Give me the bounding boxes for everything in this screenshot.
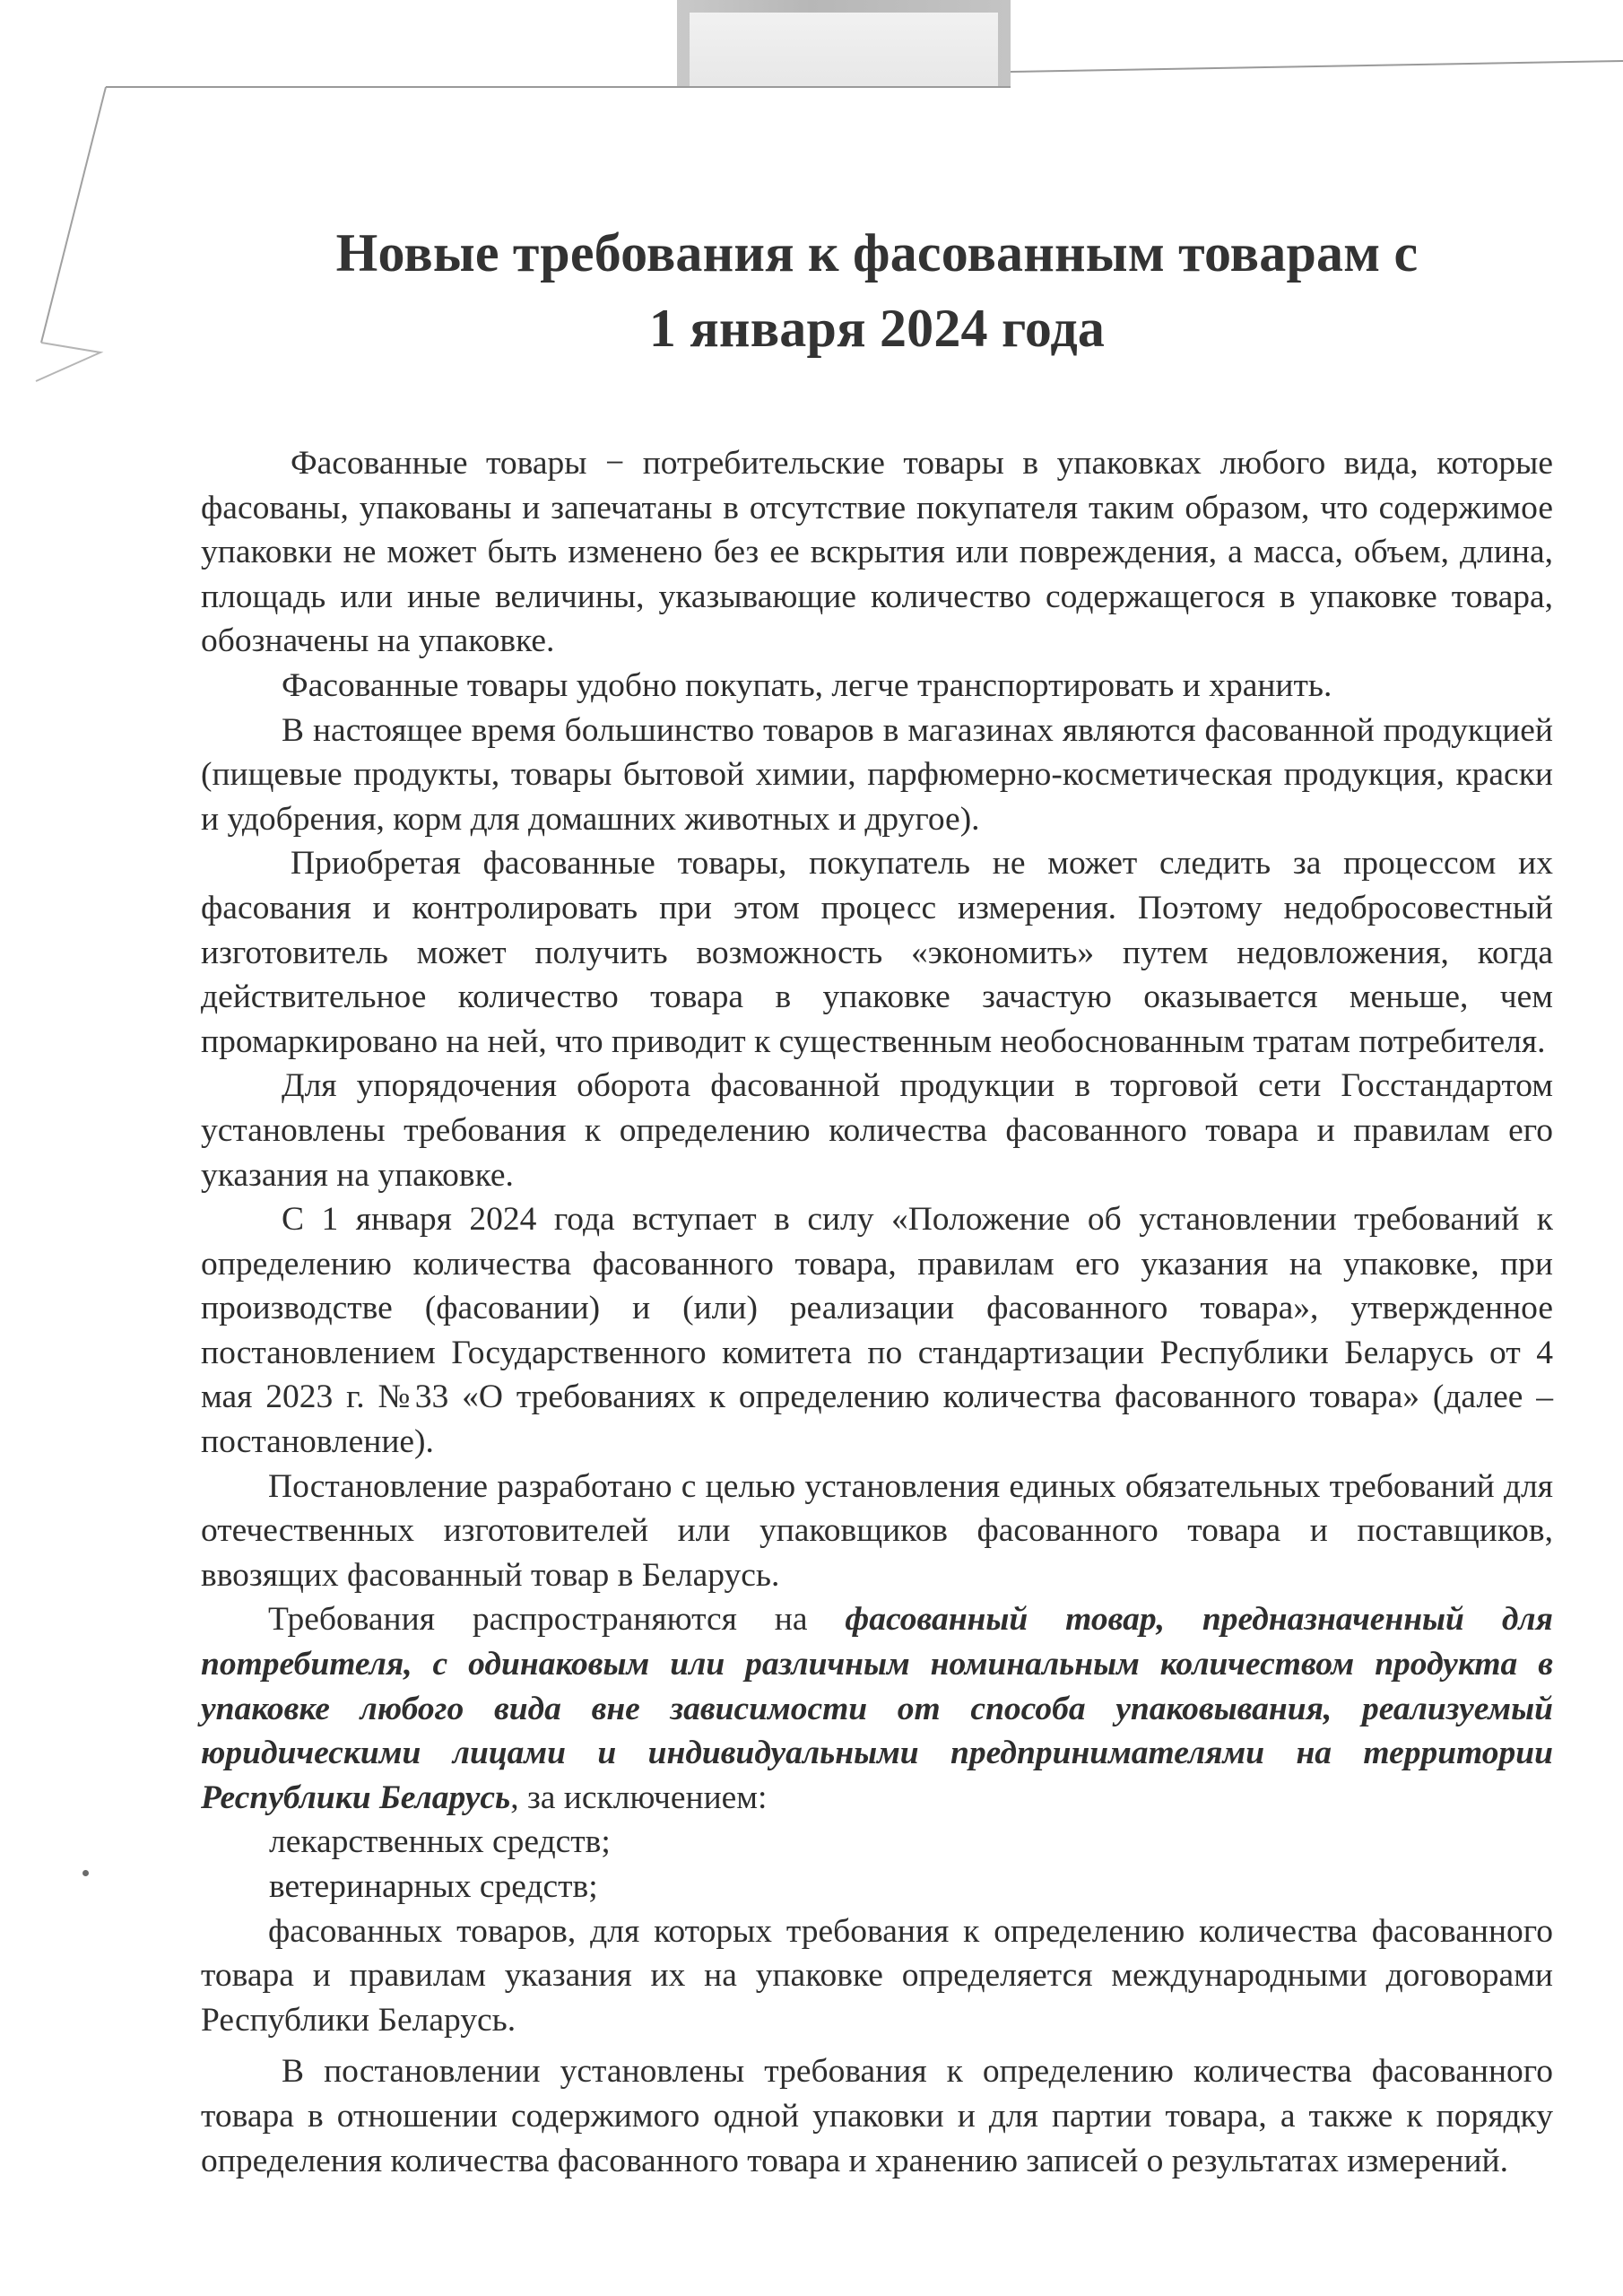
paragraph-scope xyxy=(201,1597,1553,1820)
paragraph-gosstandart: Для упорядочения оборота фасованной продукции в торговой сети Госстандартом установлены требования к определению количества фасованного товара и правилам его указания на упаковке. xyxy=(201,1067,1553,1194)
scan-speck xyxy=(82,1870,89,1876)
paragraph-convenience: Фасованные товары удобно покупать, легче транспортировать и хранить. xyxy=(282,666,1332,704)
paragraph-regulation: С 1 января 2024 года вступает в силу «Положение об установлении требований к определению количества фасованного товара, правилам его указания на упаковке, при производстве (фасовании) и (или) реализации фасованного товара», утвержденное постановлением Государственного комитета по стандартизации Республики Беларусь от 4 мая 2023 г. №33 «О требованиях к определению количества фасованного товара» (далее – постановление). xyxy=(201,1201,1553,1461)
document-body xyxy=(201,215,1553,2183)
scope-intro: Требования распространяются на xyxy=(268,1601,846,1639)
scope-emphasis: фасованный товар, предназначенный для потребителя, с одинаковым или различным номинальным количеством продукта в упаковке любого вида вне зависимости от способа упаковывания, реализуемый юридическими лицами и индивидуальными предпринимателями на территории Республики Беларусь xyxy=(201,1601,1553,1816)
document-title xyxy=(201,215,1553,366)
title-line-1: Новые требования к фасованным товарам с xyxy=(335,223,1419,283)
paragraph-final: В постановлении установлены требования к определению количества фасованного товара в отношении содержимого одной упаковки и для партии товара, а также к порядку определения количества фасованного товара и хранению записей о результатах измерений. xyxy=(201,2053,1553,2179)
scope-outro: , за исключением: xyxy=(510,1779,768,1816)
paragraph-definition: Фасованные товары − потребительские товары в упаковках любого вида, которые фасованы, упакованы и запечатаны в отсутствие покупателя таким образом, что содержимое упаковки не может быть изменено без ее вскрытия или повреждения, а масса, объем, длина, площадь или иные величины, указывающие количество содержащегося в упаковке товара, обозначены на упаковке. xyxy=(201,445,1553,660)
paragraph-buyer-risk: Приобретая фасованные товары, покупатель не может следить за процессом их фасования и контролировать при этом процесс измерения. Поэтому недобросовестный изготовитель может получить возможность «экономить» путем недовложения, когда действительное количество товара в упаковке зачастую оказывается меньше, чем промаркировано на ней, что приводит к существенным необоснованным тратам потребителя. xyxy=(201,845,1553,1060)
exception-item-2: ветеринарных средств; xyxy=(269,1868,598,1905)
title-line-2: 1 января 2024 года xyxy=(648,299,1106,358)
paragraph-purpose: Постановление разработано с целью установления единых обязательных требований для отечественных изготовителей или упаковщиков фасованного товара и поставщиков, ввозящих фасованный товар в Беларусь. xyxy=(201,1467,1553,1594)
exception-item-3: фасованных товаров, для которых требования к определению количества фасованного товара и правилам указания их на упаковке определяется международными договорами Республики Беларусь. xyxy=(201,1912,1553,2039)
paragraph-prevalence: В настоящее время большинство товаров в магазинах являются фасованной продукцией (пищевые продукты, товары бытовой химии, парфюмерно-косметическая продукция, краски и удобрения, корм для домашних животных и другое). xyxy=(201,711,1553,838)
exception-item-1: лекарственных средств; xyxy=(269,1823,611,1861)
paper-top-edge-right xyxy=(1011,61,1623,72)
